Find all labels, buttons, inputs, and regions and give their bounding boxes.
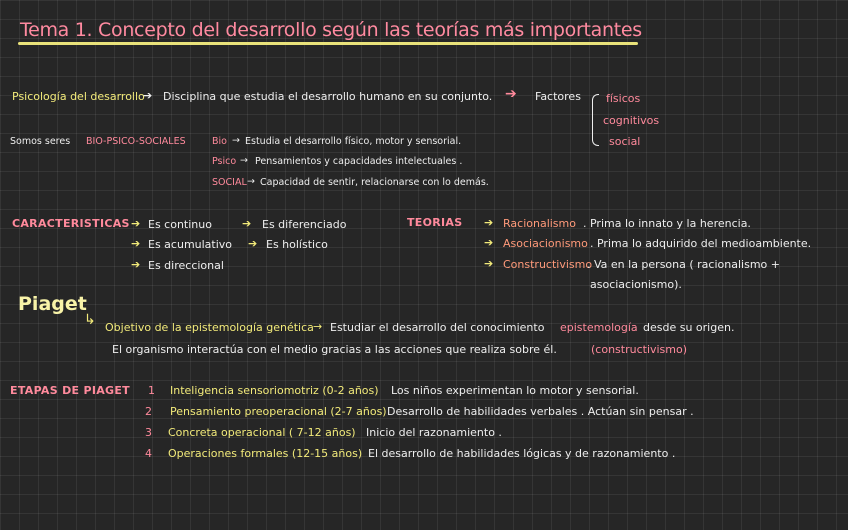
bps-lead: Somos seres <box>10 136 71 147</box>
etapa-number: 3 <box>145 426 152 439</box>
title-underline <box>18 42 638 45</box>
caracteristica-item: Es continuo <box>148 218 212 231</box>
etapa-text: El desarrollo de habilidades lógicas y de razonamiento . <box>368 447 676 460</box>
page-title: Tema 1. Concepto del desarrollo según las teorías más importantes <box>20 19 642 41</box>
factor-item: físicos <box>606 92 641 105</box>
etapa-name: Pensamiento preoperacional (2-7 años) <box>170 405 387 418</box>
intro-definition: Disciplina que estudia el desarrollo humano en su conjunto. <box>163 90 493 103</box>
bio-text: Estudia el desarrollo físico, motor y sensorial. <box>245 136 462 147</box>
arrow-icon: ➔ <box>242 217 252 230</box>
arrow-icon: ➔ <box>131 258 141 271</box>
arrow-icon: → <box>313 320 323 333</box>
piaget-line1-d: desde su origen. <box>643 321 735 334</box>
arrow-icon: ➔ <box>484 257 494 270</box>
etapa-text: Desarrollo de habilidades verbales . Actúan sin pensar . <box>387 405 694 418</box>
hook-arrow-icon: ↳ <box>84 312 96 328</box>
arrow-icon: → <box>232 135 240 146</box>
arrow-icon: ➔ <box>131 217 141 230</box>
etapa-number: 2 <box>145 405 152 418</box>
social-key: SOCIAL <box>212 177 247 188</box>
arrow-icon: ➔ <box>484 236 494 249</box>
etapa-text: Inicio del razonamiento . <box>366 426 502 439</box>
arrow-icon: → <box>247 176 255 187</box>
piaget-heading: Piaget <box>18 293 87 315</box>
factores-label: Factores <box>535 90 581 103</box>
psico-key: Psico <box>212 156 237 167</box>
arrow-icon: ➔ <box>505 86 517 102</box>
teoria-name: Constructivismo <box>503 258 593 271</box>
caracteristica-item: Es holístico <box>266 238 328 251</box>
etapa-name: Inteligencia sensoriomotriz (0-2 años) <box>170 384 379 397</box>
factor-item: cognitivos <box>603 114 660 127</box>
caracteristica-item: Es direccional <box>148 259 224 272</box>
teoria-text: . Prima lo innato y la herencia. <box>583 217 751 230</box>
teoria-text: . Va en la persona ( racionalismo + <box>587 258 780 271</box>
teoria-name: Racionalismo <box>503 217 576 230</box>
social-text: Capacidad de sentir, relacionarse con lo demás. <box>260 177 489 188</box>
arrow-icon: ➔ <box>143 89 153 102</box>
arrow-icon: → <box>240 155 248 166</box>
etapas-label: ETAPAS DE PIAGET <box>10 384 130 397</box>
caracteristica-item: Es acumulativo <box>148 238 233 251</box>
teoria-continuation: asociacionismo). <box>590 278 682 291</box>
intro-term: Psicología del desarrollo <box>12 90 145 103</box>
arrow-icon: ➔ <box>131 237 141 250</box>
piaget-line2-b: (constructivismo) <box>591 343 688 356</box>
arrow-icon: ➔ <box>248 237 258 250</box>
etapa-number: 4 <box>145 447 152 460</box>
caracteristica-item: Es diferenciado <box>262 218 347 231</box>
piaget-line1-c: epistemología <box>560 321 638 334</box>
teoria-name: Asociacionismo <box>503 237 588 250</box>
piaget-line2-a: El organismo interactúa con el medio gracias a las acciones que realiza sobre él. <box>112 343 557 356</box>
etapa-number: 1 <box>148 384 155 397</box>
caracteristicas-label: CARACTERISTICAS <box>12 217 130 230</box>
teorias-label: TEORIAS <box>407 216 463 229</box>
psico-text: Pensamientos y capacidades intelectuales . <box>255 156 463 167</box>
etapa-name: Concreta operacional ( 7-12 años) <box>168 426 356 439</box>
teoria-text: . Prima lo adquirido del medioambiente. <box>590 237 812 250</box>
etapa-name: Operaciones formales (12-15 años) <box>168 447 363 460</box>
arrow-icon: ➔ <box>484 216 494 229</box>
piaget-line1-b: Estudiar el desarrollo del conocimiento <box>330 321 545 334</box>
etapa-text: Los niños experimentan lo motor y sensorial. <box>391 384 639 397</box>
curly-brace-icon <box>592 94 599 146</box>
bps-label: BIO-PSICO-SOCIALES <box>86 136 186 147</box>
bio-key: Bio <box>212 136 227 147</box>
piaget-line1-a: Objetivo de la epistemología genética <box>105 321 314 334</box>
factor-item: social <box>609 135 641 148</box>
